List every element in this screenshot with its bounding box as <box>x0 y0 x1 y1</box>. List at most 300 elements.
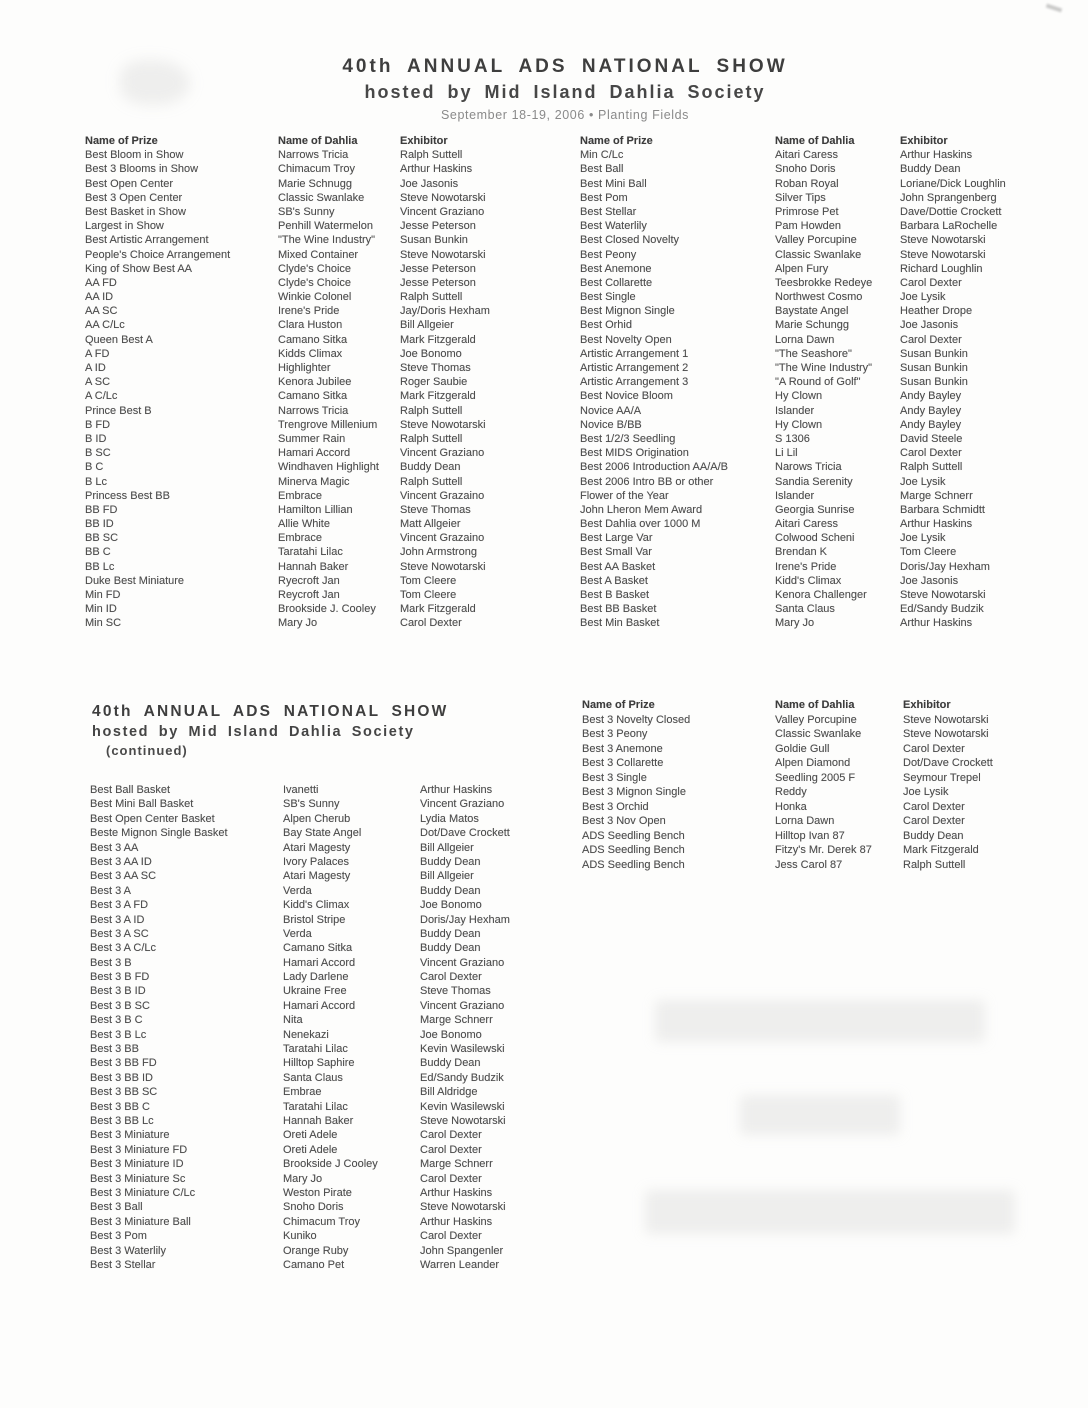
exhibitor-cell: Joe Lysik <box>900 475 946 488</box>
dahlia-cell: "A Round of Golf" <box>775 376 861 389</box>
table-row <box>580 460 1006 474</box>
prize-cell: Best 3 Ball <box>90 1201 143 1214</box>
exhibitor-cell: Steve Nowotarski <box>400 191 486 204</box>
column-header-exhibitor: Exhibitor <box>903 699 951 711</box>
exhibitor-cell: Steve Nowotarski <box>903 713 989 726</box>
dahlia-cell: "The Wine Industry" <box>775 362 873 374</box>
dahlia-cell: Camano Sitka <box>278 390 348 403</box>
table-row <box>580 205 1006 219</box>
prize-cell: Best 3 Miniature ID <box>90 1158 184 1171</box>
prize-cell: ADS Seedling Bench <box>582 858 685 871</box>
dahlia-cell: Weston Pirate <box>283 1186 352 1199</box>
table-row <box>90 783 510 797</box>
prize-cell: ADS Seedling Bench <box>582 844 685 856</box>
scan-mark-artifact <box>1046 4 1062 13</box>
table-row <box>580 503 1006 517</box>
exhibitor-cell: Buddy Dean <box>420 884 481 897</box>
exhibitor-cell: Susan Bunkin <box>900 376 968 389</box>
dahlia-cell: Winkie Colonel <box>278 291 352 304</box>
dahlia-cell: Bay State Angel <box>283 827 362 840</box>
exhibitor-cell: Matt Allgeier <box>400 518 461 531</box>
prize-cell: A C/Lc <box>85 390 118 403</box>
table-row <box>580 375 1006 389</box>
exhibitor-cell: Bill Allgeier <box>400 319 454 332</box>
exhibitor-cell: Tom Cleere <box>400 589 457 601</box>
dahlia-cell: Hamilton Lillian <box>278 503 353 516</box>
exhibitor-cell: Joe Jasonis <box>400 177 459 190</box>
table-row <box>85 304 490 318</box>
exhibitor-cell: Roger Saubie <box>400 376 468 389</box>
dahlia-cell: Camano Sitka <box>283 942 353 955</box>
prize-cell: Best Orhid <box>580 319 632 332</box>
table-row <box>85 375 490 389</box>
exhibitor-cell: Steve Thomas <box>400 503 471 516</box>
table-row <box>90 1100 510 1114</box>
prize-cell: Min FD <box>85 589 121 601</box>
exhibitor-cell: Vincent Grazaino <box>400 489 485 502</box>
table-row <box>90 1157 510 1171</box>
table-row <box>90 999 510 1013</box>
prize-cell: Beste Mignon Single Basket <box>90 827 228 840</box>
table-row <box>582 814 993 829</box>
table-header-row <box>85 134 490 148</box>
dahlia-cell: Ivanetti <box>283 784 319 796</box>
table-row <box>90 884 510 898</box>
dahlia-cell: Chimacum Troy <box>278 163 356 176</box>
exhibitor-cell: Joe Bonomo <box>420 899 482 912</box>
exhibitor-cell: Vincent Graziano <box>420 999 505 1012</box>
table-row <box>85 531 490 545</box>
dahlia-cell: Sandia Serenity <box>775 475 853 488</box>
prize-cell: Best 3 AA <box>90 841 139 854</box>
dahlia-cell: Hamari Accord <box>278 447 351 460</box>
dahlia-cell: Hy Clown <box>775 418 823 431</box>
exhibitor-cell: Carol Dexter <box>420 1230 482 1243</box>
exhibitor-cell: Vincent Graziano <box>400 447 485 460</box>
table-row <box>90 898 510 912</box>
dahlia-cell: Aitari Caress <box>775 518 838 531</box>
dahlia-cell: Lady Darlene <box>283 971 349 984</box>
prize-cell: B FD <box>85 418 111 431</box>
dahlia-cell: Clara Huston <box>278 319 343 332</box>
table-row <box>90 869 510 883</box>
table-row <box>90 1200 510 1214</box>
dahlia-cell: Georgia Sunrise <box>775 503 855 516</box>
page-title: 40th ANNUAL ADS NATIONAL SHOW <box>342 56 788 77</box>
dahlia-cell: SB's Sunny <box>278 205 335 218</box>
prize-cell: Best 3 Anemone <box>582 742 663 755</box>
exhibitor-cell: Ralph Suttell <box>400 475 463 488</box>
table-row <box>90 1056 510 1070</box>
exhibitor-cell: Steve Nowotarski <box>903 728 989 740</box>
table-row <box>90 841 510 855</box>
exhibitor-cell: Arthur Haskins <box>900 518 973 531</box>
prize-cell: BB SC <box>85 532 119 545</box>
scan-smudge-artifact <box>120 60 190 105</box>
continued-label: (continued) <box>106 743 188 758</box>
table-row <box>85 233 490 247</box>
prize-cell: Best Single <box>580 291 636 304</box>
exhibitor-cell: Kevin Wasilewski <box>420 1100 505 1113</box>
prize-cell: Best 3 BB <box>90 1043 139 1056</box>
table-row <box>85 545 490 559</box>
table-row <box>90 1071 510 1085</box>
dahlia-cell: Teesbrokke Redeye <box>775 276 873 289</box>
exhibitor-cell: Buddy Dean <box>420 942 481 955</box>
table-row <box>582 829 993 844</box>
exhibitor-cell: Marge Schnerr <box>420 1014 493 1027</box>
exhibitor-cell: Vincent Grazaino <box>400 532 485 545</box>
prize-cell: Duke Best Miniature <box>85 574 185 587</box>
exhibitor-cell: Arthur Haskins <box>420 784 493 796</box>
exhibitor-cell: Bill Allgeier <box>420 841 474 854</box>
dahlia-cell: Hamari Accord <box>283 999 356 1012</box>
table-row <box>580 574 1006 588</box>
prize-cell: Best Collarette <box>580 276 653 289</box>
dahlia-cell: Alpen Fury <box>775 262 829 275</box>
table-row <box>85 162 490 176</box>
exhibitor-cell: Joe Lysik <box>900 532 946 545</box>
dahlia-cell: Trengrove Millenium <box>278 418 378 431</box>
exhibitor-cell: Dave/Dottie Crockett <box>900 205 1002 218</box>
table-row <box>582 800 993 815</box>
dahlia-cell: Classic Swanlake <box>278 191 365 204</box>
exhibitor-cell: Arthur Haskins <box>400 163 473 176</box>
dahlia-cell: Santa Claus <box>775 603 835 616</box>
table-row <box>90 913 510 927</box>
table-row <box>90 1042 510 1056</box>
prize-cell: Best 3 BB C <box>90 1100 150 1113</box>
prize-cell: Best 3 Miniature <box>90 1129 170 1142</box>
dahlia-cell: Kuniko <box>283 1230 317 1243</box>
table-row <box>582 742 993 757</box>
prize-cell: Flower of the Year <box>580 489 669 502</box>
dahlia-cell: Alpen Diamond <box>775 757 851 769</box>
dahlia-cell: Ryecroft Jan <box>278 574 340 587</box>
dahlia-cell: Ivory Palaces <box>283 855 350 868</box>
prize-cell: Best 3 A C/Lc <box>90 942 157 955</box>
prize-cell: Best Novelty Open <box>580 333 672 346</box>
exhibitor-cell: Steve Nowotarski <box>400 560 486 573</box>
dahlia-cell: Valley Porcupine <box>775 234 857 247</box>
table-row <box>90 984 510 998</box>
prize-cell: Best 3 Pom <box>90 1230 147 1243</box>
dahlia-cell: Brookside J Cooley <box>283 1158 378 1171</box>
prize-cell: John Lheron Mem Award <box>580 503 703 516</box>
prize-cell: Best Open Center Basket <box>90 812 215 825</box>
exhibitor-cell: John Sprangenberg <box>900 191 997 204</box>
dahlia-cell: Nenekazi <box>283 1028 329 1041</box>
dahlia-cell: Penhill Watermelon <box>278 220 373 233</box>
table-row <box>580 276 1006 290</box>
table-header-row <box>580 134 1006 148</box>
prize-cell: Artistic Arrangement 1 <box>580 347 689 360</box>
table-row <box>85 205 490 219</box>
table-row <box>85 276 490 290</box>
exhibitor-cell: Richard Loughlin <box>900 262 983 275</box>
dahlia-cell: Embrace <box>278 489 323 502</box>
table-row <box>580 545 1006 559</box>
dahlia-cell: Baystate Angel <box>775 305 849 318</box>
exhibitor-cell: Dot/Dave Crockett <box>420 827 510 840</box>
dahlia-cell: Islander <box>775 489 815 502</box>
table-row <box>90 956 510 970</box>
table-row <box>85 489 490 503</box>
prize-cell: Best 3 A FD <box>90 899 149 912</box>
table-row <box>85 404 490 418</box>
table-row <box>580 162 1006 176</box>
exhibitor-cell: Arthur Haskins <box>900 617 973 630</box>
table-row <box>85 616 490 630</box>
exhibitor-cell: Ralph Suttell <box>400 149 463 162</box>
prize-cell: Novice B/BB <box>580 418 642 431</box>
prize-cell: AA ID <box>85 291 114 304</box>
dahlia-cell: "The Seashore" <box>775 347 852 360</box>
table-row <box>90 812 510 826</box>
dahlia-cell: Mary Jo <box>775 617 815 630</box>
prize-cell: Best 3 A SC <box>90 927 149 940</box>
table-row <box>580 304 1006 318</box>
exhibitor-cell: David Steele <box>900 432 963 445</box>
page-subtitle: hosted by Mid Island Dahlia Society <box>364 82 766 102</box>
prize-cell: Best Anemone <box>580 262 652 275</box>
table-row <box>85 290 490 304</box>
table-row <box>90 1085 510 1099</box>
table-row <box>85 191 490 205</box>
table-row <box>85 148 490 162</box>
table-row <box>85 446 490 460</box>
prize-cell: Best Dahlia over 1000 M <box>580 518 701 531</box>
exhibitor-cell: Ralph Suttell <box>400 404 463 417</box>
prize-cell: Best Large Var <box>580 532 653 545</box>
dahlia-cell: Irene's Pride <box>775 560 837 573</box>
dahlia-cell: Seedling 2005 F <box>775 771 856 784</box>
table-row <box>85 574 490 588</box>
exhibitor-cell: Steve Thomas <box>420 985 491 998</box>
prize-table-section1-right <box>580 134 1006 631</box>
table-row <box>582 771 993 786</box>
exhibitor-cell: Andy Bayley <box>900 390 962 403</box>
exhibitor-cell: Warren Leander <box>420 1258 500 1271</box>
exhibitor-cell: Steve Nowotarski <box>400 248 486 261</box>
prize-cell: Best Bloom in Show <box>85 149 184 162</box>
dahlia-cell: Summer Rain <box>278 432 346 445</box>
exhibitor-cell: Joe Bonomo <box>420 1028 482 1041</box>
exhibitor-cell: Joe Jasonis <box>900 574 959 587</box>
dahlia-cell: Lorna Dawn <box>775 333 835 346</box>
dahlia-cell: Reddy <box>775 786 807 798</box>
exhibitor-cell: Marge Schnerr <box>900 489 973 502</box>
prize-table-section2-right <box>582 698 993 872</box>
prize-cell: Best 3 BB ID <box>90 1071 153 1084</box>
prize-cell: Best 1/2/3 Seedling <box>580 432 676 445</box>
dahlia-cell: Valley Porcupine <box>775 713 857 726</box>
prize-cell: BB ID <box>85 518 114 531</box>
exhibitor-cell: Carol Dexter <box>903 800 965 813</box>
prize-cell: Best 3 AA ID <box>90 855 152 868</box>
table-row <box>90 1143 510 1157</box>
exhibitor-cell: Mark Fitzgerald <box>400 390 476 403</box>
table-row <box>85 177 490 191</box>
prize-cell: Best MIDS Origination <box>580 447 689 460</box>
prize-cell: Best 3 AA SC <box>90 870 157 883</box>
prize-cell: Largest in Show <box>85 220 164 233</box>
exhibitor-cell: Ralph Suttell <box>400 432 463 445</box>
dahlia-cell: Primrose Pet <box>775 205 839 218</box>
dahlia-cell: Chimacum Troy <box>283 1215 361 1228</box>
dahlia-cell: Mary Jo <box>278 617 318 630</box>
exhibitor-cell: Dot/Dave Crockett <box>903 757 993 769</box>
prize-cell: Best Mignon Single <box>580 305 675 318</box>
prize-cell: Best 3 Mignon Single <box>582 786 686 798</box>
dahlia-cell: Snoho Doris <box>775 163 836 176</box>
exhibitor-cell: Heather Drope <box>900 305 973 318</box>
exhibitor-cell: Barbara Schmidtt <box>900 503 985 516</box>
dahlia-cell: Mary Jo <box>283 1172 323 1185</box>
exhibitor-cell: Carol Dexter <box>900 447 962 460</box>
dahlia-cell: Embrace <box>278 532 323 545</box>
exhibitor-cell: Carol Dexter <box>900 333 962 346</box>
dahlia-cell: SB's Sunny <box>283 798 340 811</box>
prize-cell: Artistic Arrangement 2 <box>580 362 689 374</box>
prize-cell: ADS Seedling Bench <box>582 829 685 842</box>
dahlia-cell: Kenora Challenger <box>775 589 867 601</box>
column-header-dahlia: Name of Dahlia <box>775 135 855 147</box>
prize-cell: Best 3 Orchid <box>582 800 649 813</box>
exhibitor-cell: Barbara LaRochelle <box>900 220 998 233</box>
dahlia-cell: Narrows Tricia <box>278 149 349 162</box>
exhibitor-cell: Carol Dexter <box>420 1143 482 1156</box>
exhibitor-cell: Ed/Sandy Budzik <box>900 603 984 616</box>
dahlia-cell: Nita <box>283 1014 303 1027</box>
table-row <box>580 347 1006 361</box>
exhibitor-cell: Steve Thomas <box>400 362 471 374</box>
exhibitor-cell: Ed/Sandy Budzik <box>420 1071 504 1084</box>
prize-cell: Best A Basket <box>580 574 648 587</box>
table-row <box>90 826 510 840</box>
prize-cell: Best 3 B FD <box>90 971 150 984</box>
prize-cell: Best Mini Ball Basket <box>90 798 194 811</box>
table-row <box>90 1128 510 1142</box>
column-header-exhibitor: Exhibitor <box>400 135 448 147</box>
column-header-prize: Name of Prize <box>582 699 655 711</box>
dahlia-cell: Embrae <box>283 1086 322 1099</box>
prize-cell: Best 3 Single <box>582 771 647 784</box>
dahlia-cell: Allie White <box>278 518 330 531</box>
prize-cell: B SC <box>85 447 111 460</box>
table-row <box>580 333 1006 347</box>
prize-table-section2-left <box>90 783 510 1272</box>
exhibitor-cell: Marge Schnerr <box>420 1158 493 1171</box>
dahlia-cell: Taratahi Lilac <box>278 546 343 559</box>
prize-table-section1-left <box>85 134 490 631</box>
exhibitor-cell: Jesse Peterson <box>400 276 476 289</box>
table-row <box>580 432 1006 446</box>
prize-cell: BB Lc <box>85 560 115 573</box>
table-row <box>85 460 490 474</box>
dahlia-cell: Clyde's Choice <box>278 262 352 275</box>
prize-cell: Novice AA/A <box>580 404 642 417</box>
table-row <box>580 389 1006 403</box>
exhibitor-cell: John Spangenler <box>420 1244 504 1257</box>
dahlia-cell: Brookside J. Cooley <box>278 603 376 616</box>
table-row <box>580 262 1006 276</box>
table-row <box>582 843 993 858</box>
prize-cell: Best Stellar <box>580 205 637 218</box>
table-row <box>85 248 490 262</box>
dahlia-cell: Goldie Gull <box>775 742 830 755</box>
table-row <box>580 148 1006 162</box>
prize-cell: People's Choice Arrangement <box>85 248 231 261</box>
exhibitor-cell: Susan Bunkin <box>400 234 468 247</box>
table-row <box>580 177 1006 191</box>
table-row <box>580 418 1006 432</box>
prize-cell: Best 3 BB Lc <box>90 1114 154 1127</box>
prize-cell: Best 3 B Lc <box>90 1028 147 1041</box>
table-row <box>90 1229 510 1243</box>
dahlia-cell: Hilltop Ivan 87 <box>775 829 845 842</box>
dahlia-cell: Alpen Cherub <box>283 812 351 825</box>
dahlia-cell: Mixed Container <box>278 248 359 261</box>
exhibitor-cell: Vincent Graziano <box>420 798 505 811</box>
dahlia-cell: Hamari Accord <box>283 956 356 969</box>
dahlia-cell: Minerva Magic <box>278 475 350 488</box>
exhibitor-cell: Ralph Suttell <box>903 858 966 871</box>
exhibitor-cell: Buddy Dean <box>903 829 964 842</box>
dahlia-cell: Hilltop Saphire <box>283 1057 355 1070</box>
prize-cell: King of Show Best AA <box>85 262 193 275</box>
prize-cell: Best 3 BB SC <box>90 1086 158 1099</box>
exhibitor-cell: Buddy Dean <box>420 1057 481 1070</box>
prize-cell: Best 3 Novelty Closed <box>582 713 691 726</box>
dahlia-cell: Taratahi Lilac <box>283 1043 348 1056</box>
prize-cell: Best 3 Miniature Ball <box>90 1215 191 1228</box>
prize-cell: Artistic Arrangement 3 <box>580 376 689 389</box>
prize-cell: Best Mini Ball <box>580 177 647 190</box>
column-header-prize: Name of Prize <box>580 135 653 147</box>
column-header-prize: Name of Prize <box>85 135 158 147</box>
dahlia-cell: Camano Sitka <box>278 333 348 346</box>
dahlia-cell: Marie Schungg <box>775 319 849 332</box>
prize-cell: A FD <box>85 347 110 360</box>
prize-cell: Best 3 B <box>90 956 132 969</box>
dahlia-cell: Oreti Adele <box>283 1143 338 1156</box>
exhibitor-cell: Arthur Haskins <box>420 1215 493 1228</box>
exhibitor-cell: Joe Jasonis <box>900 319 959 332</box>
column-header-exhibitor: Exhibitor <box>900 135 948 147</box>
table-row <box>580 531 1006 545</box>
exhibitor-cell: Steve Nowotarski <box>900 234 986 247</box>
prize-cell: Best Pom <box>580 191 628 204</box>
exhibitor-cell: Buddy Dean <box>420 927 481 940</box>
dahlia-cell: Classic Swanlake <box>775 728 862 740</box>
dahlia-cell: Santa Claus <box>283 1071 343 1084</box>
table-row <box>582 713 993 728</box>
exhibitor-cell: Bill Allgeier <box>420 870 474 883</box>
exhibitor-cell: Lydia Matos <box>420 812 479 825</box>
prize-cell: Best 3 Blooms in Show <box>85 163 199 176</box>
prize-cell: Best AA Basket <box>580 560 656 573</box>
exhibitor-cell: Mark Fitzgerald <box>400 333 476 346</box>
prize-cell: Best 2006 Intro BB or other <box>580 475 714 488</box>
prize-cell: B ID <box>85 432 107 445</box>
dahlia-cell: Atari Magesty <box>283 841 351 854</box>
exhibitor-cell: Joe Lysik <box>900 291 946 304</box>
dahlia-cell: Verda <box>283 927 312 940</box>
exhibitor-cell: Susan Bunkin <box>900 347 968 360</box>
column-header-dahlia: Name of Dahlia <box>775 699 855 711</box>
dahlia-cell: Fitzy's Mr. Derek 87 <box>775 844 872 856</box>
